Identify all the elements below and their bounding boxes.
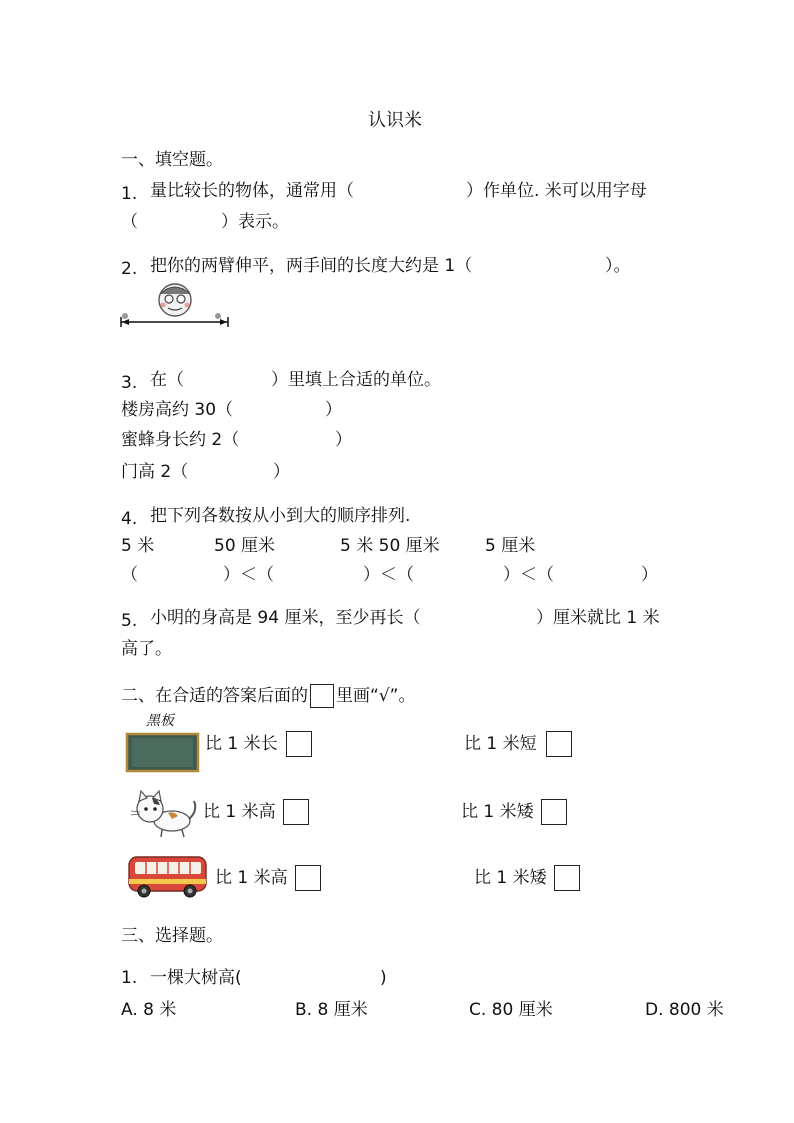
row3-right-checkbox[interactable] <box>554 865 580 891</box>
q4-lt-1: ）＜（ <box>223 565 274 585</box>
bus-picture <box>127 853 209 899</box>
row2-right-checkbox[interactable] <box>541 799 567 825</box>
row2-left-label: 比 1 米高 <box>203 802 276 822</box>
q3-item-2-a: 蜜蜂身长约 2（ <box>121 430 240 450</box>
heading-checkbox-sample <box>310 684 334 708</box>
arm-span-illustration <box>116 282 236 334</box>
row3-right-label: 比 1 米矮 <box>474 868 547 888</box>
q2-number: 2. <box>121 259 138 279</box>
q5-text-a: 小明的身高是 94 厘米，至少再长（ <box>150 608 421 628</box>
s3-q1-text: 一棵大树高( <box>150 968 242 988</box>
row2-right-label: 比 1 米矮 <box>461 802 534 822</box>
q1-line2-open: （ <box>121 212 138 232</box>
q3-item-3-b: ） <box>273 462 290 482</box>
option-c: C. 80 厘米 <box>469 1000 553 1020</box>
cat-picture <box>128 789 198 839</box>
q2-text-b: ）。 <box>605 256 631 276</box>
s3-q1-close: ) <box>380 968 387 988</box>
q5-text-b: ）厘米就比 1 米 <box>536 608 660 628</box>
row2-left-checkbox[interactable] <box>283 799 309 825</box>
option-d: D. 800 米 <box>645 1000 724 1020</box>
page-title: 认识米 <box>368 110 422 131</box>
section1-heading: 一、填空题。 <box>121 150 223 170</box>
row1-left-label: 比 1 米长 <box>205 734 278 754</box>
q3-item-1-a: 楼房高约 30（ <box>121 400 234 420</box>
q4-blank-close: ） <box>641 565 658 585</box>
q1-line2-close: ）表示。 <box>221 212 289 232</box>
row1-left-checkbox[interactable] <box>286 731 312 757</box>
q4-value-4: 5 厘米 <box>485 536 536 556</box>
section2-heading-a: 二、在合适的答案后面的 <box>121 686 308 706</box>
q3-item-1-b: ） <box>325 400 342 420</box>
q1-text-b: ）作单位. 米可以用字母 <box>466 181 647 201</box>
option-b: B. 8 厘米 <box>295 1000 368 1020</box>
q5-line2: 高了。 <box>121 639 172 659</box>
section2-heading-b: 里画“√”。 <box>336 686 416 706</box>
q4-lt-2: ）＜（ <box>363 565 414 585</box>
row1-right-label: 比 1 米短 <box>464 734 537 754</box>
q3-text-b: ）里填上合适的单位。 <box>271 370 441 390</box>
row3-left-label: 比 1 米高 <box>215 868 288 888</box>
section2-heading <box>121 684 415 708</box>
q3-number: 3. <box>121 373 138 393</box>
q4-value-2: 50 厘米 <box>214 536 276 556</box>
q4-text: 把下列各数按从小到大的顺序排列. <box>150 506 411 526</box>
option-a: A. 8 米 <box>121 1000 177 1020</box>
q1-number: 1. <box>121 184 138 204</box>
q5-number: 5. <box>121 611 138 631</box>
s3-q1-number: 1. <box>121 968 138 988</box>
q2-text-a: 把你的两臂伸平，两手间的长度大约是 1（ <box>150 256 473 276</box>
blackboard-label: 黑板 <box>146 713 174 729</box>
q4-value-3: 5 米 50 厘米 <box>340 536 440 556</box>
q4-value-1: 5 米 <box>121 536 155 556</box>
q3-item-2-b: ） <box>335 430 352 450</box>
row1-right-checkbox[interactable] <box>546 731 572 757</box>
q4-blank-open: （ <box>121 565 138 585</box>
section3-heading: 三、选择题。 <box>121 926 223 946</box>
q3-item-3-a: 门高 2（ <box>121 462 189 482</box>
q4-lt-3: ）＜（ <box>503 565 554 585</box>
q3-text-a: 在（ <box>150 370 184 390</box>
row3-left-checkbox[interactable] <box>295 865 321 891</box>
q4-number: 4. <box>121 509 138 529</box>
q1-text-a: 量比较长的物体，通常用（ <box>150 181 354 201</box>
